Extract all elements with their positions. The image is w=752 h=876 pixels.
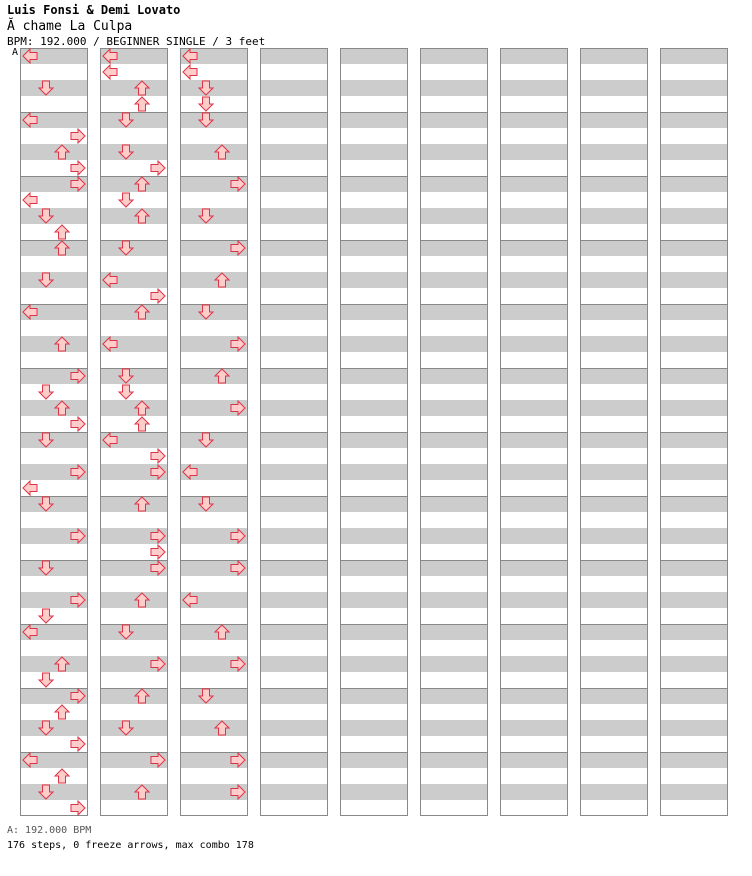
beat-band bbox=[580, 240, 648, 256]
beat-band bbox=[100, 112, 168, 128]
beat-band bbox=[340, 336, 408, 352]
beat-band bbox=[100, 720, 168, 736]
beat-band bbox=[500, 432, 568, 448]
beat-band bbox=[500, 240, 568, 256]
beat-band bbox=[100, 592, 168, 608]
beat-band bbox=[660, 624, 728, 640]
beat-band bbox=[340, 48, 408, 64]
beat-band bbox=[340, 432, 408, 448]
beat-band bbox=[420, 144, 488, 160]
beat-band bbox=[260, 272, 328, 288]
beat-band bbox=[580, 144, 648, 160]
beat-band bbox=[500, 304, 568, 320]
beat-band bbox=[340, 112, 408, 128]
beat-band bbox=[580, 432, 648, 448]
beat-band bbox=[260, 208, 328, 224]
beat-band bbox=[340, 560, 408, 576]
chart-column bbox=[660, 48, 728, 816]
beat-band bbox=[420, 752, 488, 768]
beat-band bbox=[180, 720, 248, 736]
beat-band bbox=[100, 624, 168, 640]
beat-band bbox=[660, 272, 728, 288]
beat-band bbox=[420, 368, 488, 384]
beat-band bbox=[500, 176, 568, 192]
beat-band bbox=[500, 400, 568, 416]
beat-band bbox=[580, 784, 648, 800]
beat-band bbox=[660, 208, 728, 224]
chart-column bbox=[420, 48, 488, 816]
beat-band bbox=[420, 176, 488, 192]
beat-band bbox=[260, 528, 328, 544]
beat-band bbox=[340, 496, 408, 512]
beat-band bbox=[420, 304, 488, 320]
song-title: Ă chame La Culpa bbox=[7, 19, 133, 34]
beat-band bbox=[100, 304, 168, 320]
beat-band bbox=[660, 592, 728, 608]
beat-band bbox=[260, 560, 328, 576]
beat-band bbox=[420, 400, 488, 416]
beat-band bbox=[20, 496, 88, 512]
beat-band bbox=[660, 400, 728, 416]
beat-band bbox=[660, 48, 728, 64]
beat-band bbox=[260, 112, 328, 128]
beat-band bbox=[340, 368, 408, 384]
chart-column bbox=[500, 48, 568, 816]
beat-band bbox=[180, 496, 248, 512]
beat-band bbox=[20, 432, 88, 448]
beat-band bbox=[260, 752, 328, 768]
artist-name: Luis Fonsi & Demi Lovato bbox=[7, 3, 181, 17]
beat-band bbox=[660, 80, 728, 96]
beat-band bbox=[340, 784, 408, 800]
beat-band bbox=[100, 240, 168, 256]
beat-band bbox=[260, 304, 328, 320]
beat-band bbox=[500, 144, 568, 160]
beat-band bbox=[580, 464, 648, 480]
chart-info: BPM: 192.000 / BEGINNER SINGLE / 3 feet bbox=[7, 35, 266, 48]
beat-band bbox=[500, 112, 568, 128]
beat-band bbox=[660, 304, 728, 320]
beat-band bbox=[100, 176, 168, 192]
beat-band bbox=[100, 368, 168, 384]
beat-band bbox=[20, 272, 88, 288]
beat-band bbox=[340, 272, 408, 288]
beat-band bbox=[180, 368, 248, 384]
beat-band bbox=[660, 368, 728, 384]
beat-band bbox=[20, 80, 88, 96]
beat-band bbox=[260, 368, 328, 384]
beat-band bbox=[260, 176, 328, 192]
beat-band bbox=[260, 656, 328, 672]
beat-band bbox=[580, 592, 648, 608]
beat-band bbox=[340, 208, 408, 224]
beat-band bbox=[340, 592, 408, 608]
beat-band bbox=[420, 80, 488, 96]
beat-band bbox=[180, 688, 248, 704]
beat-band bbox=[580, 208, 648, 224]
beat-band bbox=[420, 624, 488, 640]
beat-band bbox=[500, 624, 568, 640]
beat-band bbox=[180, 144, 248, 160]
beat-band bbox=[500, 208, 568, 224]
beat-band bbox=[580, 656, 648, 672]
beat-band bbox=[580, 272, 648, 288]
beat-band bbox=[100, 496, 168, 512]
beat-band bbox=[260, 144, 328, 160]
beat-band bbox=[340, 464, 408, 480]
beat-band bbox=[420, 112, 488, 128]
beat-band bbox=[500, 688, 568, 704]
beat-band bbox=[260, 496, 328, 512]
beat-band bbox=[580, 624, 648, 640]
chart-column bbox=[340, 48, 408, 816]
beat-band bbox=[500, 272, 568, 288]
beat-band bbox=[340, 400, 408, 416]
beat-band bbox=[580, 560, 648, 576]
beat-band bbox=[100, 144, 168, 160]
beat-band bbox=[340, 688, 408, 704]
beat-band bbox=[260, 80, 328, 96]
beat-band bbox=[660, 144, 728, 160]
beat-band bbox=[420, 592, 488, 608]
beat-band bbox=[180, 208, 248, 224]
beat-band bbox=[20, 144, 88, 160]
chart-column bbox=[180, 48, 248, 816]
beat-band bbox=[420, 272, 488, 288]
beat-band bbox=[660, 560, 728, 576]
beat-band bbox=[340, 240, 408, 256]
beat-band bbox=[660, 112, 728, 128]
step-stats: 176 steps, 0 freeze arrows, max combo 178 bbox=[7, 840, 254, 851]
beat-band bbox=[500, 752, 568, 768]
beat-band bbox=[420, 464, 488, 480]
beat-band bbox=[420, 336, 488, 352]
beat-band bbox=[340, 80, 408, 96]
beat-band bbox=[420, 496, 488, 512]
beat-band bbox=[500, 720, 568, 736]
beat-band bbox=[260, 400, 328, 416]
beat-band bbox=[100, 784, 168, 800]
beat-band bbox=[420, 240, 488, 256]
beat-band bbox=[660, 528, 728, 544]
beat-band bbox=[260, 720, 328, 736]
beat-band bbox=[500, 336, 568, 352]
beat-band bbox=[100, 208, 168, 224]
beat-band bbox=[580, 688, 648, 704]
beat-band bbox=[660, 720, 728, 736]
beat-band bbox=[580, 752, 648, 768]
beat-band bbox=[580, 80, 648, 96]
beat-band bbox=[500, 48, 568, 64]
beat-band bbox=[500, 496, 568, 512]
chart-column bbox=[580, 48, 648, 816]
beat-band bbox=[420, 656, 488, 672]
beat-band bbox=[660, 688, 728, 704]
beat-band bbox=[260, 624, 328, 640]
beat-band bbox=[340, 144, 408, 160]
beat-band bbox=[660, 240, 728, 256]
beat-band bbox=[420, 784, 488, 800]
beat-band bbox=[420, 528, 488, 544]
beat-band bbox=[260, 48, 328, 64]
beat-band bbox=[340, 752, 408, 768]
beat-band bbox=[660, 432, 728, 448]
beat-band bbox=[580, 720, 648, 736]
beat-band bbox=[180, 304, 248, 320]
beat-band bbox=[180, 432, 248, 448]
beat-band bbox=[100, 400, 168, 416]
beat-band bbox=[420, 208, 488, 224]
beat-band bbox=[580, 112, 648, 128]
beat-band bbox=[580, 48, 648, 64]
beat-band bbox=[660, 336, 728, 352]
beat-band bbox=[340, 176, 408, 192]
beat-band bbox=[340, 528, 408, 544]
beat-band bbox=[260, 432, 328, 448]
beat-band bbox=[580, 528, 648, 544]
beat-band bbox=[180, 112, 248, 128]
beat-band bbox=[580, 176, 648, 192]
beat-band bbox=[260, 464, 328, 480]
beat-band bbox=[20, 336, 88, 352]
bpm-marker: A bbox=[12, 47, 19, 58]
beat-band bbox=[20, 400, 88, 416]
beat-band bbox=[260, 240, 328, 256]
beat-band bbox=[260, 688, 328, 704]
beat-band bbox=[500, 656, 568, 672]
beat-band bbox=[180, 80, 248, 96]
beat-band bbox=[20, 240, 88, 256]
beat-band bbox=[500, 528, 568, 544]
beat-band bbox=[580, 496, 648, 512]
beat-band bbox=[100, 80, 168, 96]
beat-band bbox=[500, 368, 568, 384]
bpm-note: A: 192.000 BPM bbox=[7, 825, 92, 836]
beat-band bbox=[500, 592, 568, 608]
beat-band bbox=[660, 784, 728, 800]
beat-band bbox=[420, 688, 488, 704]
beat-band bbox=[340, 624, 408, 640]
beat-band bbox=[20, 208, 88, 224]
beat-band bbox=[340, 656, 408, 672]
beat-band bbox=[100, 688, 168, 704]
beat-band bbox=[660, 656, 728, 672]
beat-band bbox=[500, 80, 568, 96]
beat-band bbox=[660, 176, 728, 192]
beat-band bbox=[580, 336, 648, 352]
beat-band bbox=[20, 720, 88, 736]
beat-band bbox=[340, 304, 408, 320]
beat-band bbox=[660, 496, 728, 512]
beat-band bbox=[420, 48, 488, 64]
beat-band bbox=[580, 304, 648, 320]
beat-band bbox=[500, 560, 568, 576]
beat-band bbox=[20, 656, 88, 672]
chart-column bbox=[260, 48, 328, 816]
beat-band bbox=[660, 752, 728, 768]
beat-band bbox=[260, 592, 328, 608]
beat-band bbox=[420, 432, 488, 448]
beat-band bbox=[420, 720, 488, 736]
beat-band bbox=[580, 368, 648, 384]
beat-band bbox=[180, 624, 248, 640]
beat-band bbox=[660, 464, 728, 480]
beat-band bbox=[500, 784, 568, 800]
beat-band bbox=[180, 272, 248, 288]
beat-band bbox=[260, 336, 328, 352]
beat-band bbox=[340, 720, 408, 736]
beat-band bbox=[500, 464, 568, 480]
beat-band bbox=[20, 784, 88, 800]
beat-band bbox=[420, 560, 488, 576]
beat-band bbox=[580, 400, 648, 416]
beat-band bbox=[20, 560, 88, 576]
beat-band bbox=[260, 784, 328, 800]
